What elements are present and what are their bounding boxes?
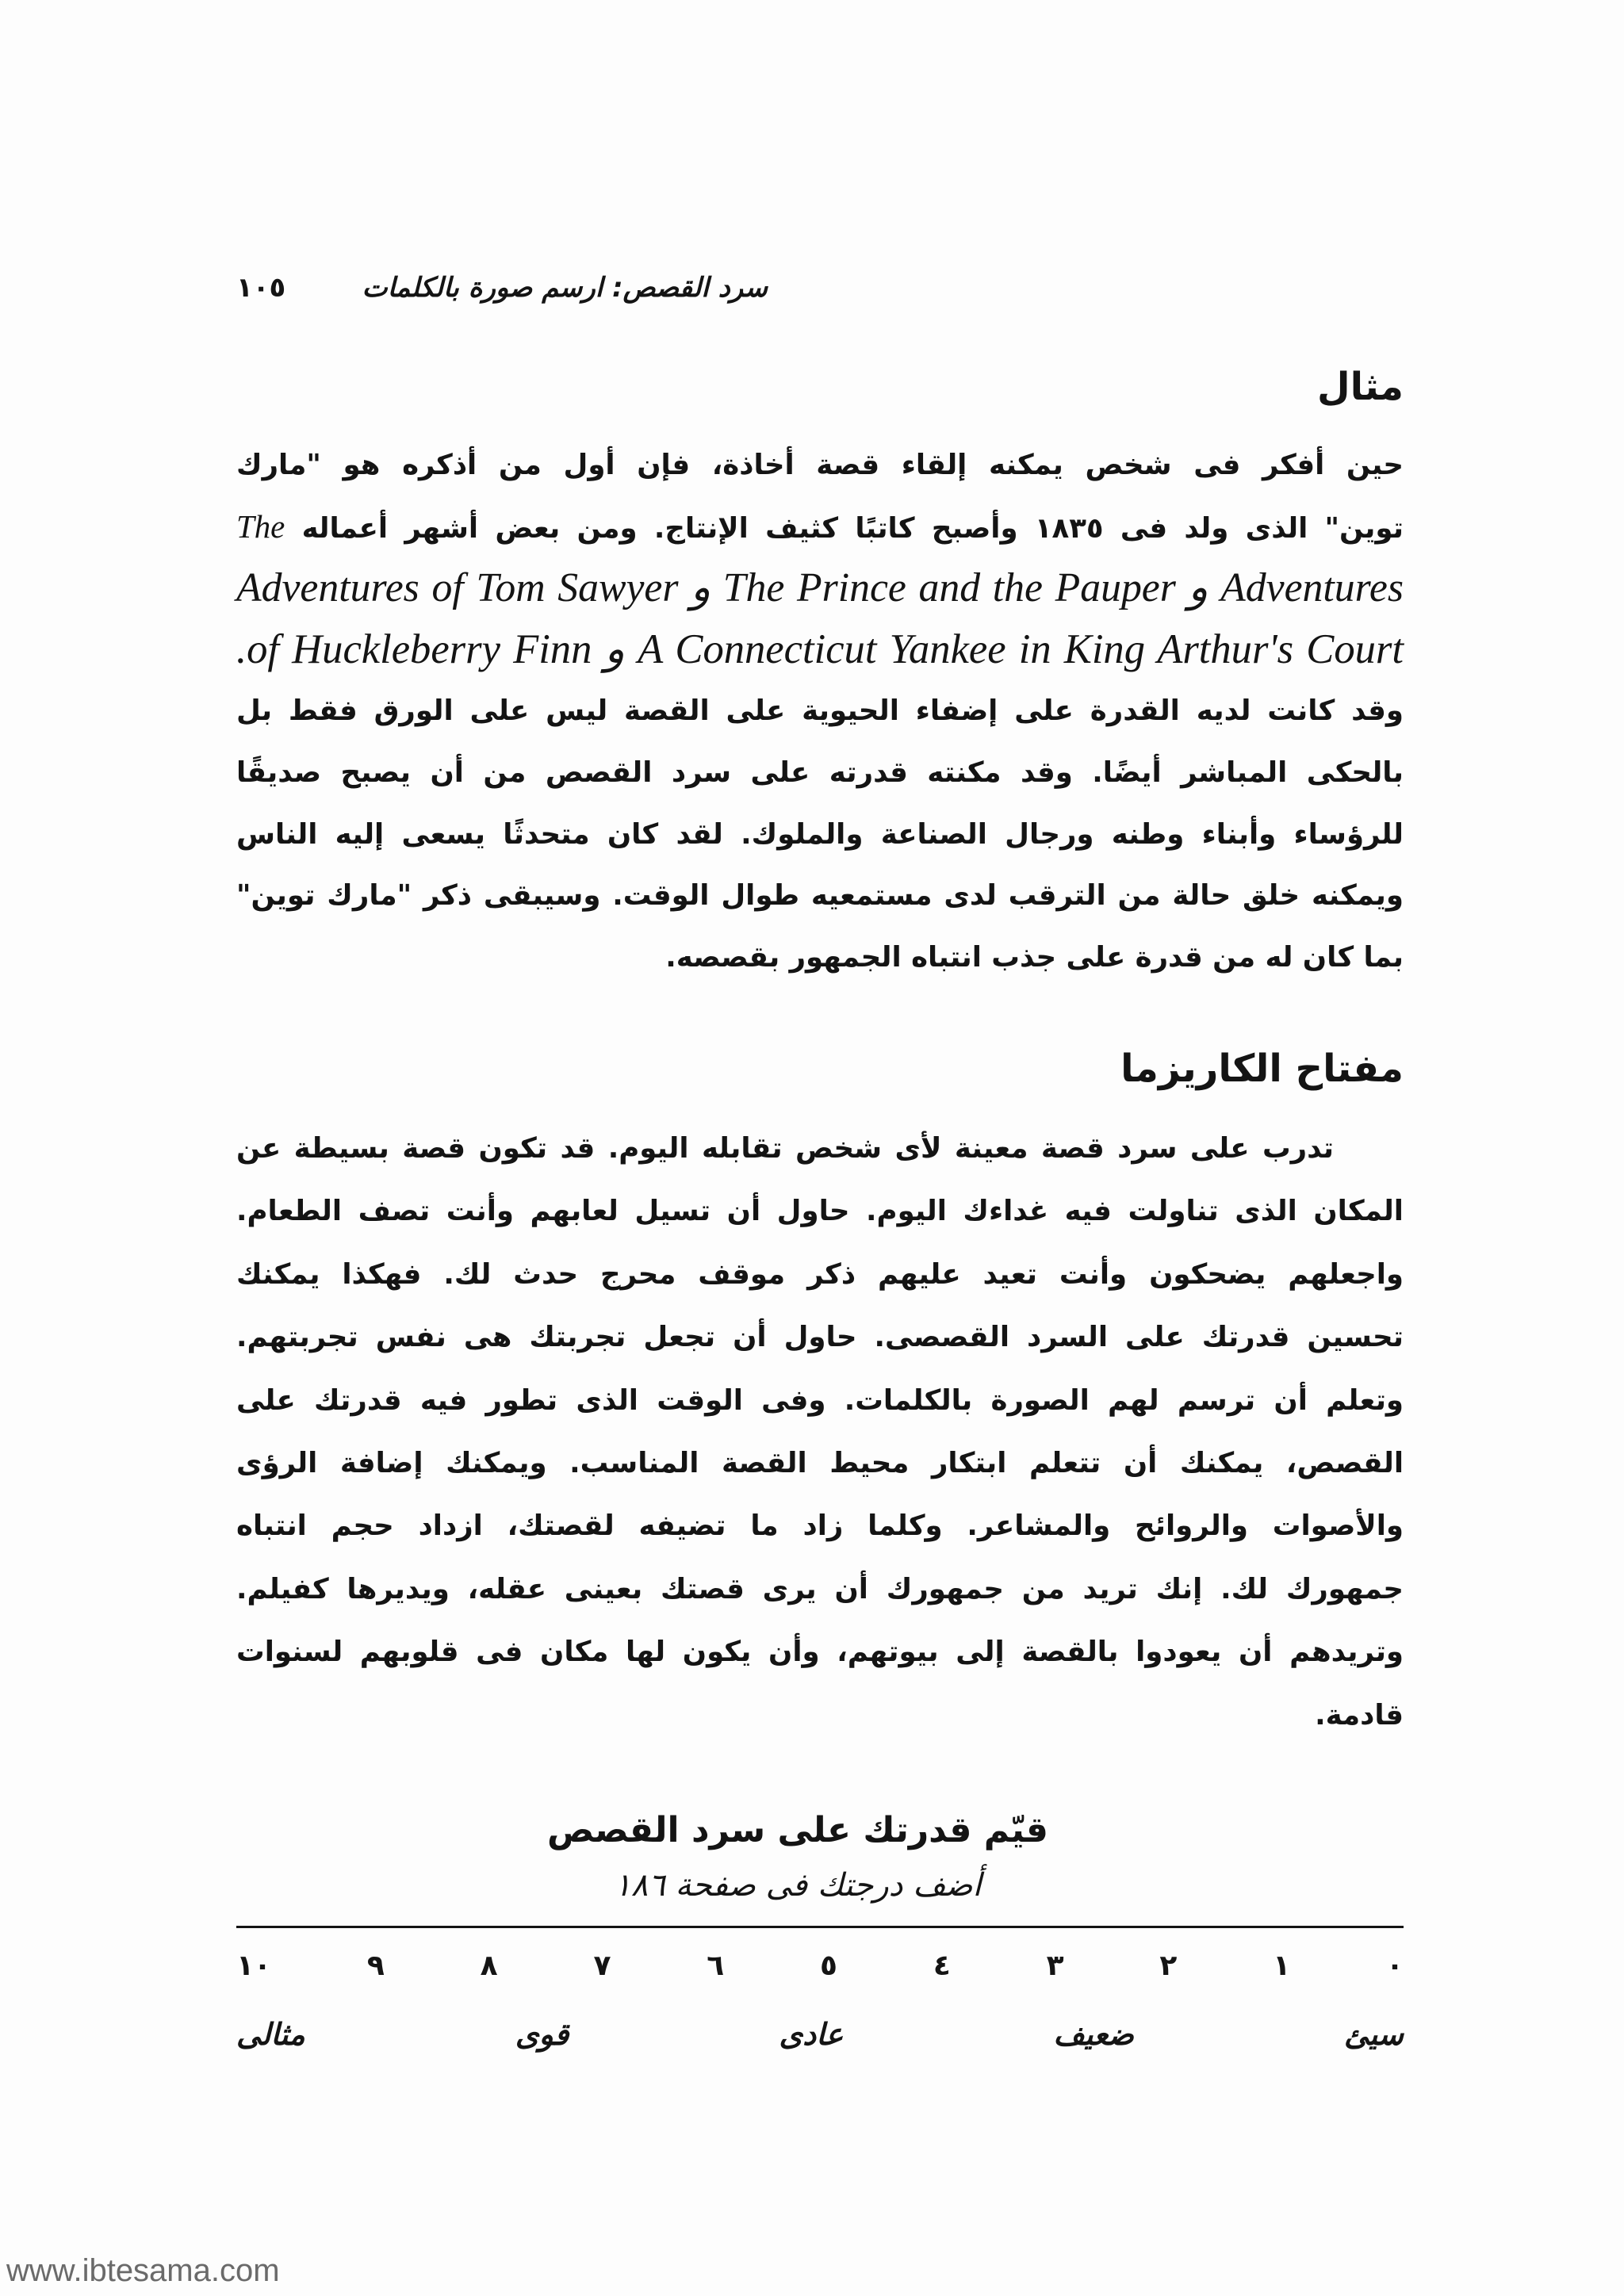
book-titles-line: .of Huckleberry Finn و A Connecticut Yankee in King Arthur's Court xyxy=(236,626,1404,672)
rating-title: قيّم قدرتك على سرد القصص xyxy=(546,1810,1048,1850)
paragraph-line: بالحكى المباشر أيضًا. وقد مكنته قدرته على سرد القصص من أن يصبح صديقًا xyxy=(236,756,1404,789)
paragraph-line: تحسين قدرتك على السرد القصصى. حاول أن تجعل تجربتك هى نفس تجربتهم. xyxy=(236,1321,1404,1354)
paragraph-line: والأصوات والروائح والمشاعر. وكلما زاد ما تضيفه لقصتك، ازداد حجم انتباه xyxy=(236,1510,1404,1543)
paragraph-last-line: قادمة. xyxy=(1315,1698,1404,1732)
section-heading-charisma-key: مفتاح الكاريزما xyxy=(1120,1047,1404,1091)
line-text: توين" الذى ولد فى ١٨٣٥ وأصبح كاتبًا كثيف الإنتاج. ومن بعض أشهر أعماله xyxy=(301,511,1404,545)
scale-label: ضعيف xyxy=(1053,2017,1134,2052)
website-watermark: www.ibtesama.com xyxy=(6,2253,280,2288)
paragraph-line: القصص، يمكنك أن تتعلم ابتكار محيط القصة المناسب. ويمكنك إضافة الرؤى xyxy=(236,1446,1404,1479)
running-header-title: سرد القصص: ارسم صورة بالكلمات xyxy=(362,272,768,304)
book-titles-line: Adventures of Tom Sawyer و The Prince and the Pauper و Adventures xyxy=(236,565,1404,611)
scale-label: سيئ xyxy=(1344,2017,1404,2052)
scale-label: مثالى xyxy=(236,2017,305,2052)
paragraph-line: وقد كانت لديه القدرة على إضفاء الحيوية على القصة ليس على الورق فقط بل xyxy=(236,695,1404,728)
scale-number: ٧ xyxy=(593,1950,611,1982)
scale-number: ٣ xyxy=(1046,1950,1064,1982)
rating-scale-labels xyxy=(236,2012,1404,2057)
book-title-text: The xyxy=(236,508,285,545)
example-paragraph xyxy=(236,434,1404,988)
scale-number: ٢ xyxy=(1159,1950,1178,1982)
scale-number: ٨ xyxy=(480,1950,498,1982)
scale-number: ١ xyxy=(1273,1950,1291,1982)
paragraph-first-line: تدرب على سرد قصة معينة لأى شخص تقابله اليوم. قد تكون قصة بسيطة عن xyxy=(236,1132,1334,1165)
rating-subtitle: أضف درجتك فى صفحة ١٨٦ xyxy=(614,1867,982,1904)
running-header xyxy=(236,268,768,308)
paragraph-line: واجعلهم يضحكون وأنت تعيد عليهم ذكر موقف محرج حدث لك. فهكذا يمكنك xyxy=(236,1257,1404,1291)
page-number: ١٠٥ xyxy=(236,272,286,304)
paragraph-line: ويمكنه خلق حالة من الترقب لدى مستمعيه طوال الوقت. وسيبقى ذكر "مارك توين" xyxy=(236,879,1404,913)
scale-number: ٥ xyxy=(820,1950,838,1982)
paragraph-line: المكان الذى تناولت فيه غداءك اليوم. حاول أن تسيل لعابهم وأنت تصف الطعام. xyxy=(236,1195,1404,1228)
paragraph-line: جمهورك لك. إنك تريد من جمهورك أن يرى قصتك بعينى عقله، ويديرها كفيلم. xyxy=(236,1572,1404,1605)
scale-number: ٦ xyxy=(707,1950,725,1982)
rating-scale-rule xyxy=(236,1926,1404,1928)
paragraph-line: وتريدهم أن يعودوا بالقصة إلى بيوتهم، وأن يكون لها مكان فى قلوبهم لسنوات xyxy=(236,1636,1404,1669)
scale-number: ٤ xyxy=(933,1950,951,1982)
section-heading-example: مثال xyxy=(1317,365,1404,409)
charisma-paragraph xyxy=(236,1117,1404,1747)
scale-label: قوى xyxy=(515,2017,569,2052)
paragraph-line: للرؤساء وأبناء وطنه ورجال الصناعة والملوك. لقد كان متحدثًا يسعى إليه الناس xyxy=(236,817,1404,851)
paragraph-line xyxy=(236,496,1404,558)
scale-number: ٠ xyxy=(1386,1950,1404,1982)
scale-number: ١٠ xyxy=(236,1950,272,1982)
scale-label: عادى xyxy=(779,2017,844,2052)
scale-number: ٩ xyxy=(366,1950,385,1982)
rating-scale-numbers xyxy=(236,1946,1404,1986)
paragraph-last-line: بما كان له من قدرة على جذب انتباه الجمهور بقصصه. xyxy=(665,940,1404,974)
paragraph-line: وتعلم أن ترسم لهم الصورة بالكلمات. وفى الوقت الذى تطور فيه قدرتك على xyxy=(236,1383,1404,1417)
paragraph-line: حين أفكر فى شخص يمكنه إلقاء قصة أخاذة، فإن أول من أذكره هو "مارك xyxy=(236,449,1404,481)
